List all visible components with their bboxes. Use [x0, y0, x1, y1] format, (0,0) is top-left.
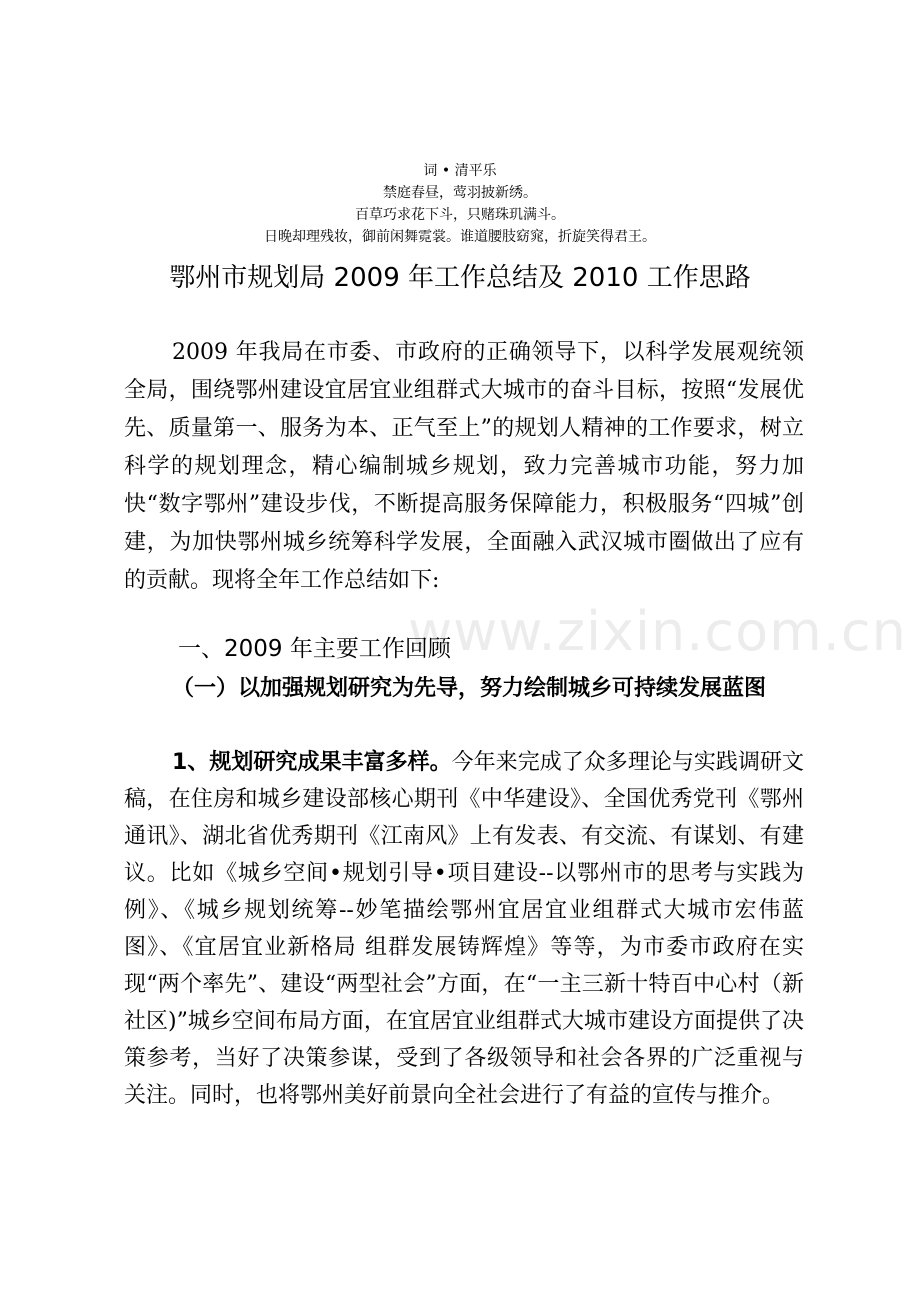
item-lead: 1、规划研究成果丰富多样。 [172, 750, 452, 775]
poem-block [0, 160, 920, 248]
intro-paragraph: 2009 年我局在市委、市政府的正确领导下，以科学发展观统领全局，围绕鄂州建设宜居宜业组群式大城市的奋斗目标，按照“发展优先、质量第一、服务为本、正气至上”的规划人精神的工作要求，树立科学的规划理念，精心编制城乡规划，致力完善城市功能，努力加快“数字鄂州”建设步伐，不断提高服务保障能力，积极服务“四城”创建，为加快鄂州城乡统筹科学发展，全面融入武汉城市圈做出了应有的贡献。现将全年工作总结如下: [124, 340, 804, 593]
subsection-heading: （一）以加强规划研究为先导，努力绘制城乡可持续发展蓝图 [172, 676, 767, 701]
poem-line: 百草巧求花下斗，只赌珠玑满斗。 [355, 207, 565, 223]
item-text: 今年来完成了众多理论与实践调研文稿，在住房和城乡建设部核心期刊《中华建设》、全国优秀党刊《鄂州通讯》、湖北省优秀期刊《江南风》上有发表、有交流、有谋划、有建议。比如《城乡空间•规划引导•项目建设--以鄂州市的思考与实践为例》、《城乡规划统筹--妙笔描绘鄂州宜居宜业组群式大城市宏伟蓝图》、《宜居宜业新格局 组群发展铸辉煌》等等，为市委市政府在实现“两个率先”、建设“两型社会”方面，在“一主三新十特百中心村（新社区)”城乡空间布局方面，在宜居宜业组群式大城市建设方面提供了决策参考，当好了决策参谋，受到了各级领导和社会各界的广泛重视与关注。同时，也将鄂州美好前景向全社会进行了有益的宣传与推介。 [124, 750, 804, 1108]
section-heading: 一、2009 年主要工作回顾 [178, 636, 451, 662]
watermark: www.zixin.com.cn [408, 600, 907, 663]
document-title: 鄂州市规划局 2009 年工作总结及 2010 工作思路 [169, 263, 751, 293]
poem-line: 禁庭春昼，莺羽披新绣。 [383, 185, 537, 201]
poem-title: 词 • 清平乐 [423, 163, 497, 179]
item-paragraph [124, 744, 804, 1114]
poem-line: 日晚却理残妆，御前闲舞霓裳。谁道腰肢窈窕，折旋笑得君王。 [264, 229, 656, 245]
